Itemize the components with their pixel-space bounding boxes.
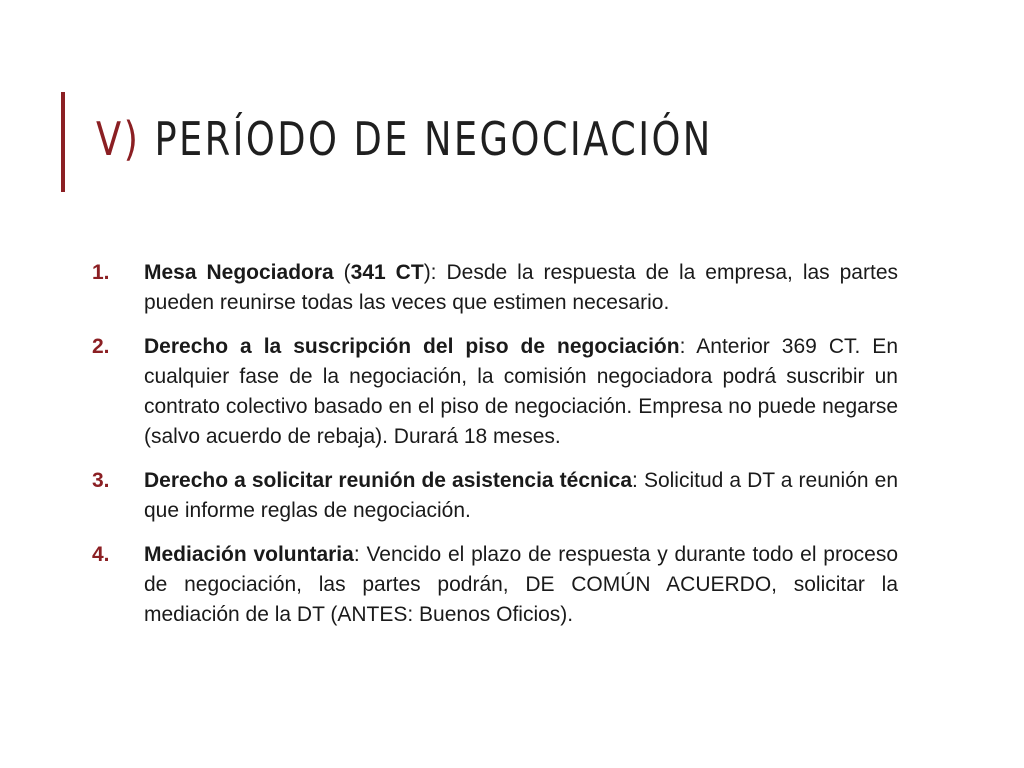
- list-item-bold-segment: Mediación voluntaria: [144, 543, 354, 566]
- list-item-number: 3.: [92, 469, 110, 492]
- list-item-number: 4.: [92, 543, 110, 566]
- slide-title: [96, 112, 713, 166]
- list-item-text: [144, 258, 898, 318]
- list-item: [92, 332, 898, 452]
- title-accent-bar: [61, 92, 65, 192]
- list-item: [92, 466, 898, 526]
- list-item-bold-segment: 341 CT: [350, 261, 424, 284]
- title-number: V): [96, 112, 141, 166]
- list-item-text: [144, 540, 898, 630]
- list-item-segment: (: [333, 261, 351, 284]
- list-item-segment: : Vencido el plazo de respuesta y durante todo el proceso de negociación, las partes podrán, DE COMÚN ACUERDO, solicitar la mediación de la DT (ANTES: Buenos Oficios).: [144, 543, 898, 626]
- list-item-text: [144, 466, 898, 526]
- list-item-segment: : Solicitud a DT a reunión en que informe reglas de negociación.: [144, 469, 898, 522]
- list-item-segment: ): Desde la respuesta de la empresa, las partes pueden reunirse todas las veces que estimen necesario.: [144, 261, 898, 314]
- list-item-bold-segment: Derecho a solicitar reunión de asistencia técnica: [144, 469, 633, 492]
- list-item-bold-segment: Mesa Negociadora: [144, 261, 334, 284]
- list-item-segment: : Anterior 369 CT. En cualquier fase de la negociación, la comisión negociadora podrá suscribir un contrato colectivo basado en el piso de negociación. Empresa no puede negarse (salvo acuerdo de rebaja). Durará 18 meses.: [144, 335, 898, 448]
- list-item-number: 1.: [92, 261, 110, 284]
- title-text: PERÍODO DE NEGOCIACIÓN: [154, 112, 713, 166]
- list-item-text: [144, 332, 898, 452]
- numbered-list: [92, 258, 898, 644]
- list-item: [92, 258, 898, 318]
- list-item-number: 2.: [92, 335, 110, 358]
- list-item: [92, 540, 898, 630]
- list-item-bold-segment: Derecho a la suscripción del piso de negociación: [144, 335, 680, 358]
